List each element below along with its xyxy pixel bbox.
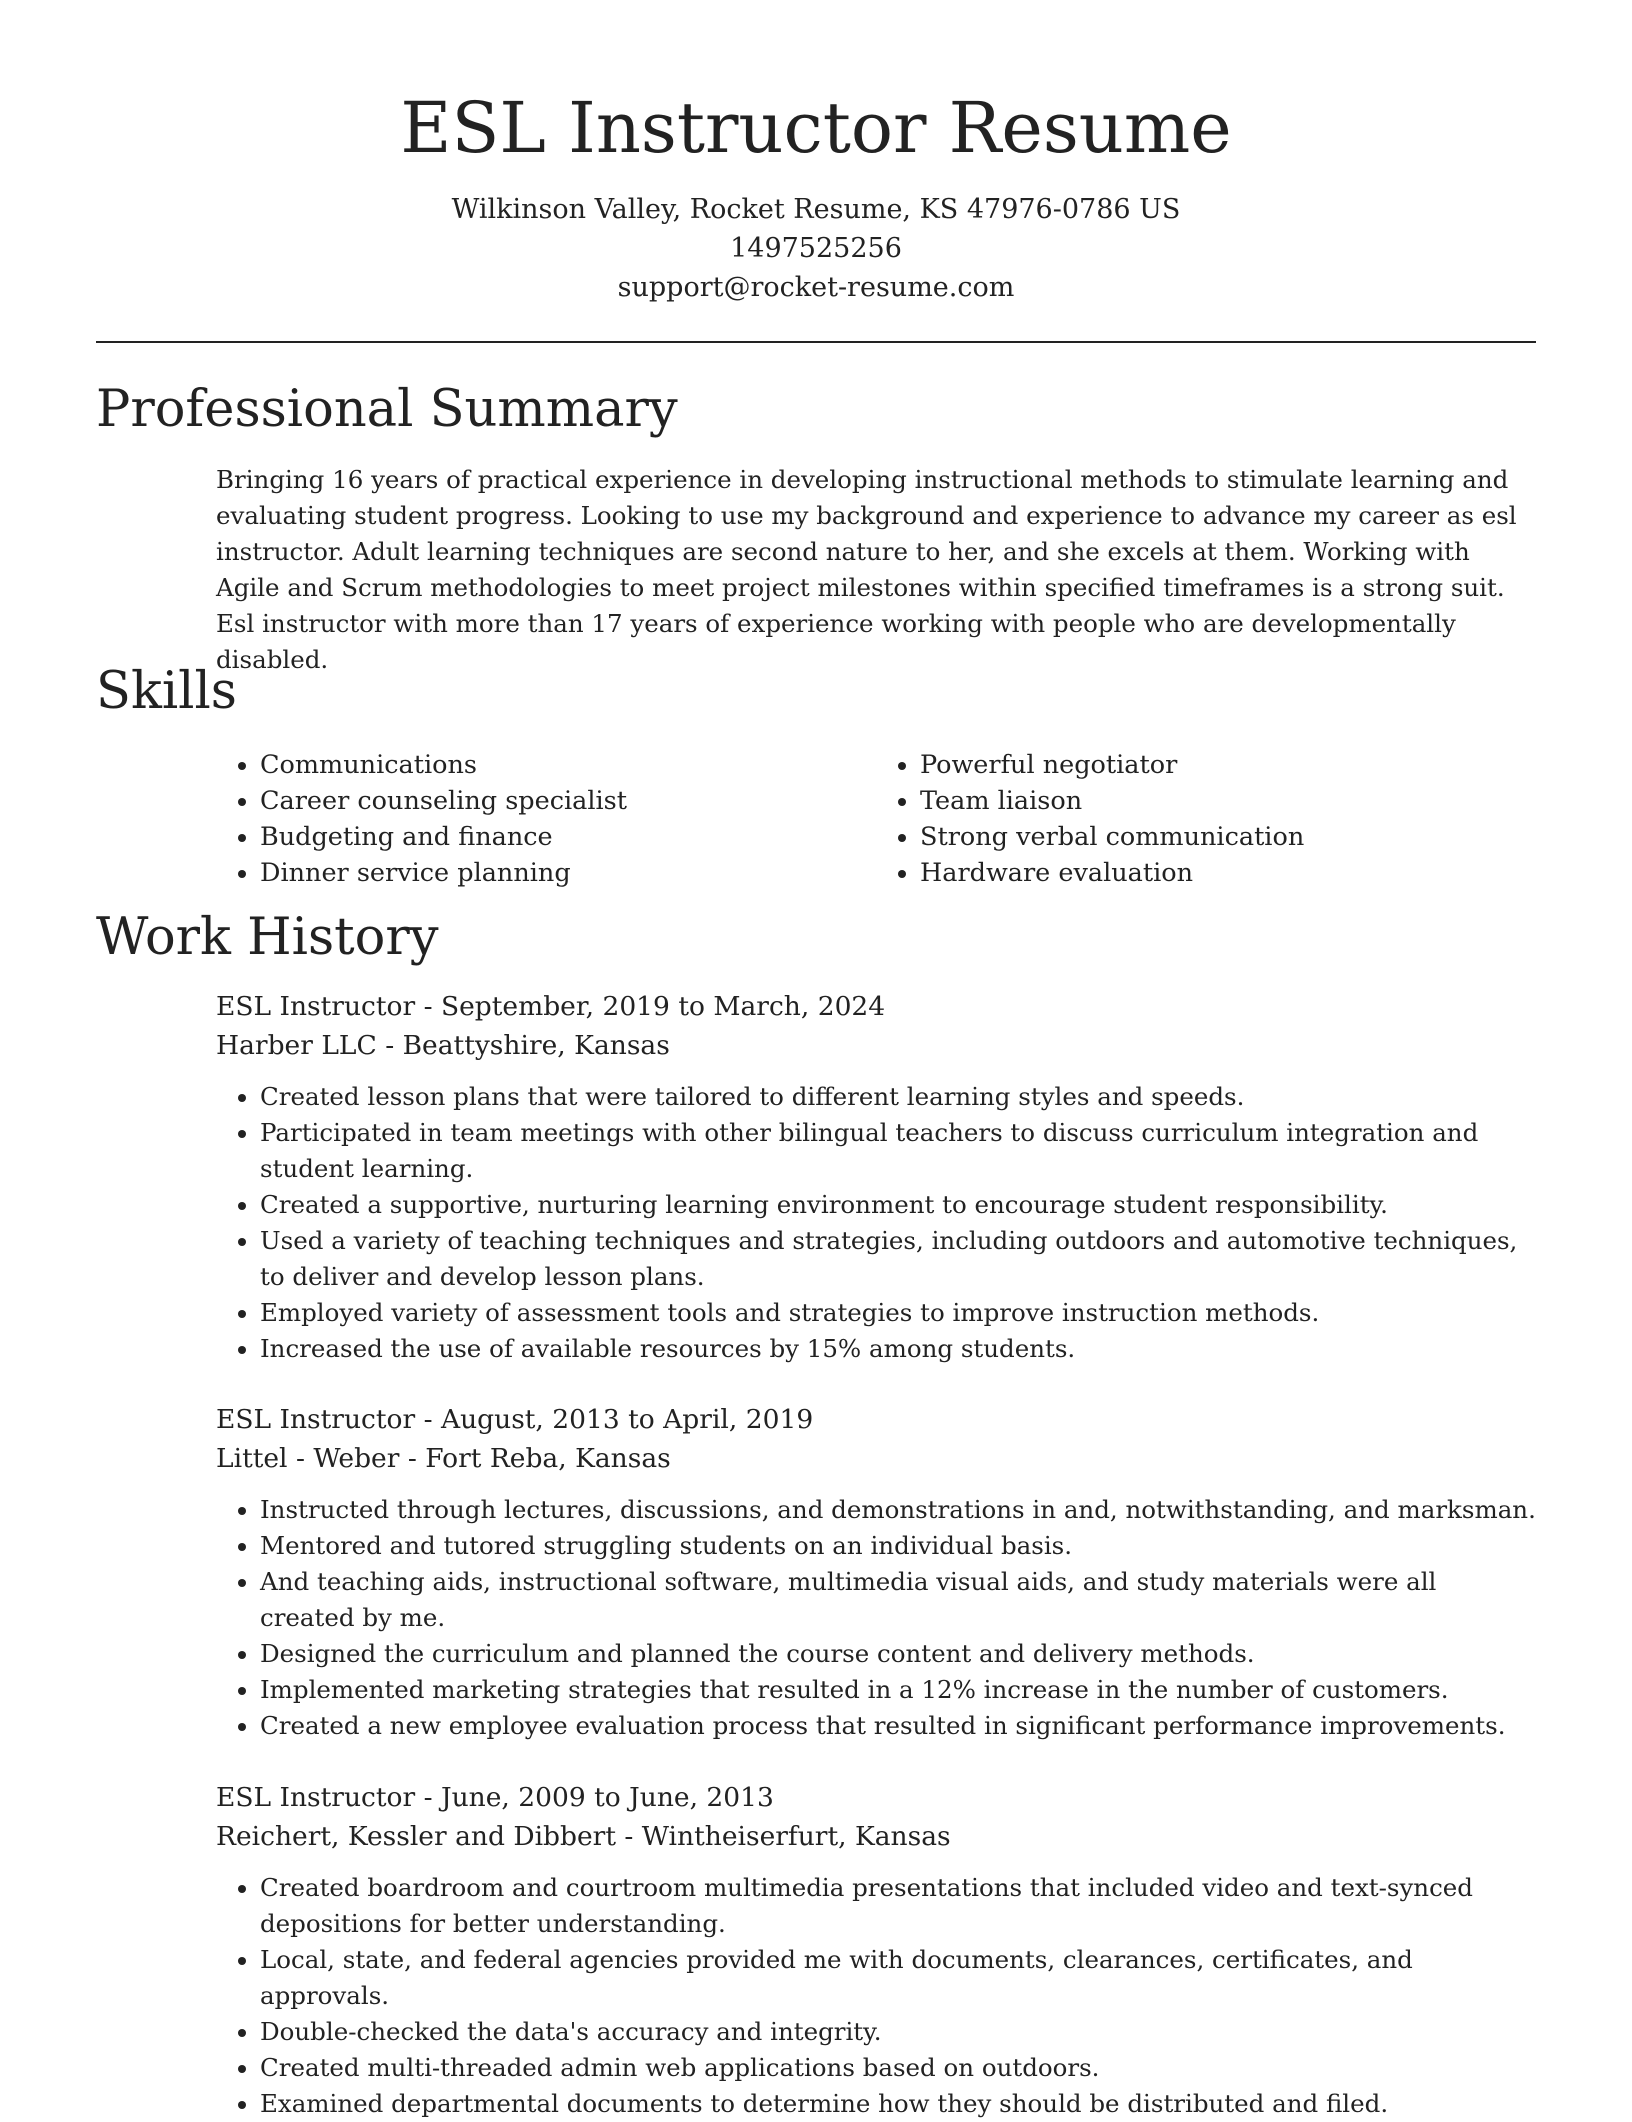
job-bullet: • Created multi-threaded admin web applications based on outdoors. [260, 2050, 1536, 2086]
job-bullet: • Participated in team meetings with other bilingual teachers to discuss curriculum integration and student learning. [260, 1115, 1536, 1187]
job-title: ESL Instructor - June, 2009 to June, 2013 [216, 1782, 774, 1813]
skills-list [216, 747, 1536, 891]
work-history-heading: Work History [96, 908, 439, 967]
job-title: ESL Instructor - September, 2019 to March, 2024 [216, 991, 886, 1022]
job-entry [216, 1400, 1536, 1744]
skill-item: • Strong verbal communication [920, 819, 1536, 855]
job-bullets [216, 1492, 1536, 1744]
job-bullet: • Created boardroom and courtroom multimedia presentations that included video and text-synced depositions for better understanding. [260, 1870, 1536, 1942]
job-bullet: • Employed variety of assessment tools and strategies to improve instruction methods. [260, 1295, 1536, 1331]
job-bullet: • Used a variety of teaching techniques and strategies, including outdoors and automotive techniques, to deliver and develop lesson plans. [260, 1223, 1536, 1295]
job-company: Harber LLC - Beattyshire, Kansas [216, 1030, 670, 1061]
contact-phone: 1497525256 [730, 233, 902, 264]
job-bullet: • Created a supportive, nurturing learning environment to encourage student responsibility. [260, 1187, 1536, 1223]
header-divider [96, 341, 1536, 343]
skill-item: • Budgeting and finance [260, 819, 876, 855]
job-bullet: • Examined departmental documents to determine how they should be distributed and filed. [260, 2086, 1536, 2122]
skill-item: • Career counseling specialist [260, 783, 876, 819]
skill-item: • Dinner service planning [260, 855, 876, 891]
resume-title: ESL Instructor Resume [400, 87, 1232, 169]
job-company: Reichert, Kessler and Dibbert - Wintheiserfurt, Kansas [216, 1821, 951, 1852]
contact-block [0, 190, 1632, 307]
job-bullets [216, 1079, 1536, 1367]
job-bullet: • Increased the use of available resources by 15% among students. [260, 1331, 1536, 1367]
job-bullet: • Mentored and tutored struggling students on an individual basis. [260, 1528, 1536, 1564]
job-bullet: • Instructed through lectures, discussions, and demonstrations in and, notwithstanding, and marksman. [260, 1492, 1536, 1528]
job-title: ESL Instructor - August, 2013 to April, 2019 [216, 1404, 814, 1435]
job-bullet: • Designed the curriculum and planned the course content and delivery methods. [260, 1636, 1536, 1672]
skills-column-left [216, 747, 876, 891]
contact-email: support@rocket-resume.com [617, 272, 1015, 303]
skill-item: • Communications [260, 747, 876, 783]
skill-item: • Team liaison [920, 783, 1536, 819]
job-bullets [216, 1870, 1536, 2122]
summary-text: Bringing 16 years of practical experience in developing instructional methods to stimulate learning and evaluating student progress. Looking to use my background and experience to advance my career as esl instructor. Adult learning techniques are second nature to her, and she excels at them. Working with Agile and Scrum methodologies to meet project milestones within specified timeframes is a strong suit. Esl instructor with more than 17 years of experience working with people who are developmentally disabled. [216, 465, 1517, 674]
job-bullet: • Implemented marketing strategies that resulted in a 12% increase in the number of customers. [260, 1672, 1536, 1708]
job-entry [216, 987, 1536, 1367]
job-bullet: • Created a new employee evaluation process that resulted in significant performance improvements. [260, 1708, 1536, 1744]
job-bullet: • Double-checked the data's accuracy and integrity. [260, 2014, 1536, 2050]
contact-address: Wilkinson Valley, Rocket Resume, KS 47976-0786 US [451, 194, 1181, 225]
job-company: Littel - Weber - Fort Reba, Kansas [216, 1443, 671, 1474]
skills-heading: Skills [96, 662, 237, 721]
skills-column-right [876, 747, 1536, 891]
skill-item: • Hardware evaluation [920, 855, 1536, 891]
job-bullet: • Created lesson plans that were tailored to different learning styles and speeds. [260, 1079, 1536, 1115]
job-bullet: • And teaching aids, instructional software, multimedia visual aids, and study materials were all created by me. [260, 1564, 1536, 1636]
job-entry [216, 1778, 1536, 2122]
summary-heading: Professional Summary [96, 380, 678, 439]
job-bullet: • Local, state, and federal agencies provided me with documents, clearances, certificates, and approvals. [260, 1942, 1536, 2014]
skill-item: • Powerful negotiator [920, 747, 1536, 783]
